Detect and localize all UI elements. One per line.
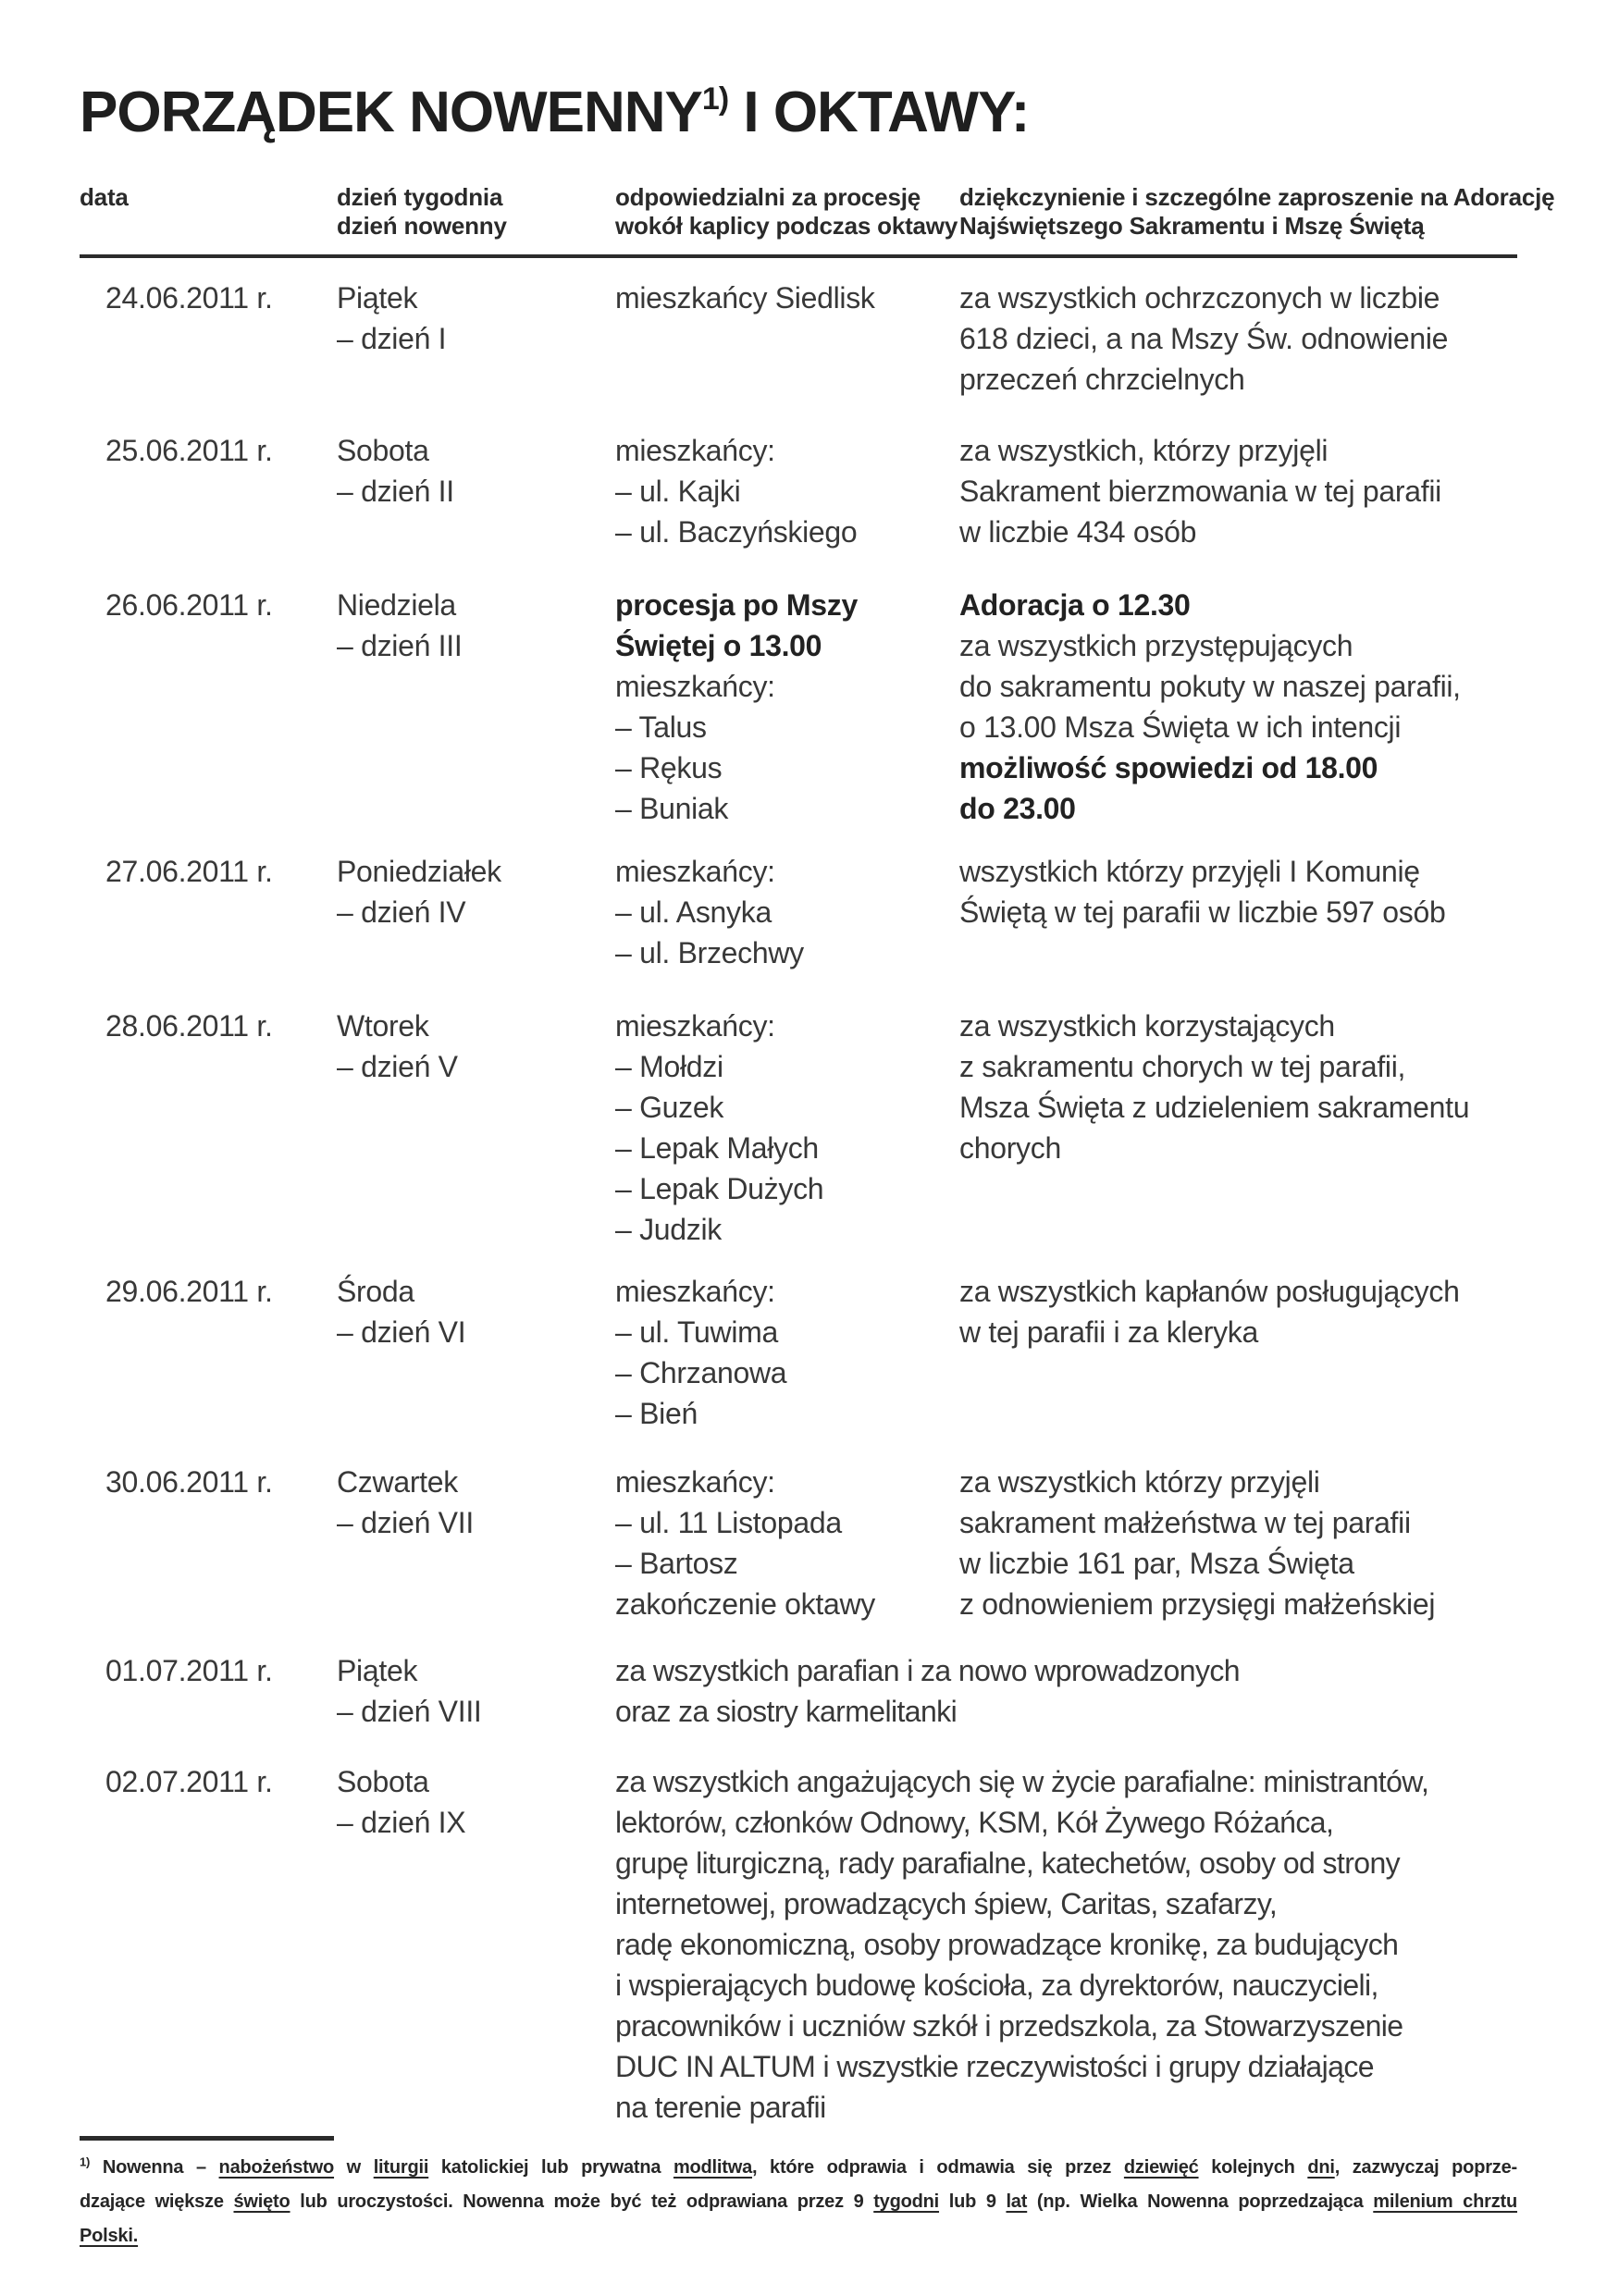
text-line: mieszkańcy: [615, 670, 775, 703]
text-line: – dzień IV [337, 895, 466, 929]
text-line: – Lepak Dużych [615, 1172, 824, 1205]
text-line: 618 dzieci, a na Mszy Św. odnowienie [959, 322, 1449, 355]
row-intention [959, 1006, 1517, 1250]
text-line: – dzień VI [337, 1315, 466, 1349]
row-date: 29.06.2011 r. [105, 1275, 273, 1308]
row-day [337, 1761, 615, 2128]
row-intention [615, 1650, 1517, 1732]
text-line: i wspierających budowę kościoła, za dyrektorów, nauczycieli, [615, 1969, 1378, 2002]
text-line: – Bartosz [615, 1547, 738, 1580]
text-segment: katolickiej lub prywatna [428, 2157, 674, 2178]
text-line: Świętej o 13.00 [615, 629, 822, 662]
text-line: za wszystkich angażujących się w życie parafialne: ministrantów, [615, 1765, 1429, 1798]
text-line: – dzień III [337, 629, 463, 662]
text-line: – Mołdzi [615, 1050, 723, 1083]
underlined-text: dziewięć [1123, 2157, 1199, 2178]
row-day [337, 430, 615, 552]
text-line: przeczeń chrzcielnych [959, 363, 1245, 396]
text-line: dzień nowenny [337, 212, 507, 240]
underlined-text: nabożeństwo [218, 2157, 335, 2178]
text-line: – Lepak Małych [615, 1131, 819, 1165]
text-line: chorych [959, 1131, 1061, 1165]
row-day [337, 278, 615, 400]
text-line: – Talus [615, 710, 707, 744]
table-row [80, 585, 1517, 829]
table-body [80, 278, 1517, 2128]
text-line: Najświętszego Sakramentu i Mszę Świętą [959, 212, 1425, 240]
table-row [80, 851, 1517, 973]
text-line: – ul. Baczyńskiego [615, 515, 858, 549]
text-line: – dzień II [337, 475, 454, 508]
text-line: z sakramentu chorych w tej parafii, [959, 1050, 1406, 1083]
table-row [80, 1761, 1517, 2128]
row-day [337, 585, 615, 829]
text-line: oraz za siostry karmelitanki [615, 1695, 958, 1728]
text-line: – Rękus [615, 751, 723, 784]
row-date: 25.06.2011 r. [105, 434, 273, 467]
text-line: mieszkańcy: [615, 1465, 775, 1499]
row-procession [615, 851, 959, 973]
text-line: możliwość spowiedzi od 18.00 [959, 751, 1378, 784]
text-line: Msza Święta z udzieleniem sakramentu [959, 1091, 1470, 1124]
text-segment: dzające większe [80, 2191, 234, 2212]
row-date: 02.07.2011 r. [105, 1765, 273, 1798]
text-line: za wszystkich kapłanów posługujących [959, 1275, 1460, 1308]
text-line: pracowników i uczniów szkół i przedszkola, za Stowarzyszenie [615, 2009, 1403, 2043]
text-line: w liczbie 434 osób [959, 515, 1197, 549]
text-line: Adoracja o 12.30 [959, 588, 1191, 622]
text-line: – ul. 11 Listopada [615, 1506, 842, 1539]
text-line: – Chrzanowa [615, 1356, 787, 1389]
text-line: do 23.00 [959, 792, 1076, 825]
row-procession [615, 430, 959, 552]
text-line: Piątek [337, 1654, 418, 1687]
text-line: lektorów, członków Odnowy, KSM, Kół Żywego Różańca, [615, 1806, 1334, 1839]
row-day [337, 1650, 615, 1732]
text-line: Środa [337, 1275, 414, 1308]
text-line: na terenie parafii [615, 2091, 826, 2124]
footnote-line [80, 2151, 1517, 2185]
text-line: – ul. Tuwima [615, 1315, 779, 1349]
header-procession [615, 183, 959, 241]
text-segment: kolejnych [1198, 2157, 1308, 2178]
row-procession [615, 278, 959, 400]
text-segment: lub uroczystości. Nowenna może być też odprawiana przez 9 [290, 2191, 874, 2212]
text-line: – dzień VII [337, 1506, 474, 1539]
text-line: sakrament małżeństwa w tej parafii [959, 1506, 1411, 1539]
text-line: za wszystkich parafian i za nowo wprowadzonych [615, 1654, 1240, 1687]
footnote-rule [80, 2136, 334, 2141]
row-intention [959, 278, 1517, 400]
underlined-text: modlitwa [673, 2157, 753, 2178]
title-rest: I OKTAWY: [728, 80, 1030, 144]
text-segment: (np. Wielka Nowenna poprzedzająca [1027, 2191, 1374, 2212]
text-line: wszystkich którzy przyjęli I Komunię [959, 855, 1420, 888]
header-divider-rule [80, 254, 1517, 258]
table-row [80, 278, 1517, 400]
row-date: 28.06.2011 r. [105, 1009, 273, 1043]
text-line: z odnowieniem przysięgi małżeńskiej [959, 1587, 1436, 1621]
text-line: Sobota [337, 1765, 429, 1798]
row-intention [615, 1761, 1517, 2128]
row-day [337, 1462, 615, 1624]
row-procession [615, 585, 959, 829]
text-line: odpowiedzialni za procesję [615, 183, 921, 211]
text-line: w liczbie 161 par, Msza Święta [959, 1547, 1354, 1580]
text-line: Sakrament bierzmowania w tej parafii [959, 475, 1441, 508]
text-line: mieszkańcy: [615, 1009, 775, 1043]
row-day [337, 851, 615, 973]
text-segment: w [334, 2157, 374, 2178]
text-line: – ul. Brzechwy [615, 936, 804, 969]
row-intention [959, 1462, 1517, 1624]
text-line: mieszkańcy: [615, 855, 775, 888]
row-procession [615, 1271, 959, 1434]
text-line: Niedziela [337, 588, 456, 622]
text-segment: lub 9 [939, 2191, 1007, 2212]
row-intention [959, 851, 1517, 973]
text-segment: , zazwyczaj poprze- [1334, 2157, 1517, 2178]
underlined-text: lat [1006, 2191, 1028, 2212]
underlined-text: tygodni [873, 2191, 940, 2212]
text-line: za wszystkich którzy przyjęli [959, 1465, 1320, 1499]
table-header [80, 183, 1555, 241]
text-line: – Buniak [615, 792, 729, 825]
header-intention [959, 183, 1555, 241]
text-line: – dzień VIII [337, 1695, 482, 1728]
row-procession [615, 1462, 959, 1624]
text-line: radę ekonomiczną, osoby prowadzące kronikę, za budujących [615, 1928, 1399, 1961]
text-line: Piątek [337, 281, 418, 315]
row-date: 27.06.2011 r. [105, 855, 273, 888]
row-date: 24.06.2011 r. [105, 281, 273, 315]
table-row [80, 1006, 1517, 1250]
text-line: Poniedziałek [337, 855, 501, 888]
footnote-line [80, 2185, 1517, 2219]
row-intention [959, 430, 1517, 552]
footnote [80, 2151, 1517, 2253]
text-line: DUC IN ALTUM i wszystkie rzeczywistości i grupy działające [615, 2050, 1374, 2083]
text-line: grupę liturgiczną, rady parafialne, katechetów, osoby od strony [615, 1846, 1401, 1880]
table-row [80, 1650, 1517, 1732]
header-date: data [80, 183, 129, 211]
text-line: mieszkańcy: [615, 434, 775, 467]
page-title [80, 80, 1517, 150]
underlined-text: liturgii [373, 2157, 429, 2178]
underlined-text: święto [233, 2191, 290, 2212]
text-line: w tej parafii i za kleryka [959, 1315, 1258, 1349]
text-line: – Bień [615, 1397, 698, 1430]
row-intention [959, 585, 1517, 829]
text-line: – ul. Kajki [615, 475, 741, 508]
underlined-text: dni [1307, 2157, 1335, 2178]
text-line: – dzień V [337, 1050, 458, 1083]
table-row [80, 1462, 1517, 1624]
text-line: – dzień I [337, 322, 447, 355]
text-line: – Guzek [615, 1091, 724, 1124]
text-line: mieszkańcy Siedlisk [615, 281, 875, 315]
text-segment: , które odprawia i odmawia się przez [752, 2157, 1124, 2178]
row-intention [959, 1271, 1517, 1434]
footnote-line [80, 2219, 1517, 2253]
text-line: internetowej, prowadzących śpiew, Caritas, szafarzy, [615, 1887, 1278, 1920]
row-procession [615, 1006, 959, 1250]
table-row [80, 1271, 1517, 1434]
row-date: 01.07.2011 r. [105, 1654, 273, 1687]
row-day [337, 1271, 615, 1434]
text-line: zakończenie oktawy [615, 1587, 875, 1621]
text-line: Czwartek [337, 1465, 458, 1499]
text-line: – Judzik [615, 1213, 722, 1246]
text-line: Świętą w tej parafii w liczbie 597 osób [959, 895, 1446, 929]
header-day [337, 183, 615, 241]
text-line: o 13.00 Msza Święta w ich intencji [959, 710, 1402, 744]
text-line: Sobota [337, 434, 429, 467]
row-date: 30.06.2011 r. [105, 1465, 273, 1499]
underlined-text: Polski. [80, 2226, 139, 2246]
text-line: dzień tygodnia [337, 183, 503, 211]
footnote-marker: 1) [80, 2154, 91, 2169]
text-line: wokół kaplicy podczas oktawy [615, 212, 958, 240]
text-line: – ul. Asnyka [615, 895, 772, 929]
row-date: 26.06.2011 r. [105, 588, 273, 622]
row-day [337, 1006, 615, 1250]
text-line: mieszkańcy: [615, 1275, 775, 1308]
text-line: za wszystkich korzystających [959, 1009, 1335, 1043]
text-segment: Nowenna – [90, 2157, 219, 2178]
text-line: do sakramentu pokuty w naszej parafii, [959, 670, 1461, 703]
text-line: dziękczynienie i szczególne zaproszenie na Adorację [959, 183, 1555, 211]
title-main: PORZĄDEK NOWENNY [80, 80, 702, 144]
text-line: procesja po Mszy [615, 588, 858, 622]
text-line: za wszystkich przystępujących [959, 629, 1353, 662]
underlined-text: milenium chrztu [1373, 2191, 1517, 2212]
text-line: – dzień IX [337, 1806, 466, 1839]
footnote-reference-mark: 1) [701, 81, 729, 117]
text-line: za wszystkich ochrzczonych w liczbie [959, 281, 1440, 315]
text-line: za wszystkich, którzy przyjęli [959, 434, 1329, 467]
text-line: Wtorek [337, 1009, 429, 1043]
table-row [80, 430, 1517, 552]
